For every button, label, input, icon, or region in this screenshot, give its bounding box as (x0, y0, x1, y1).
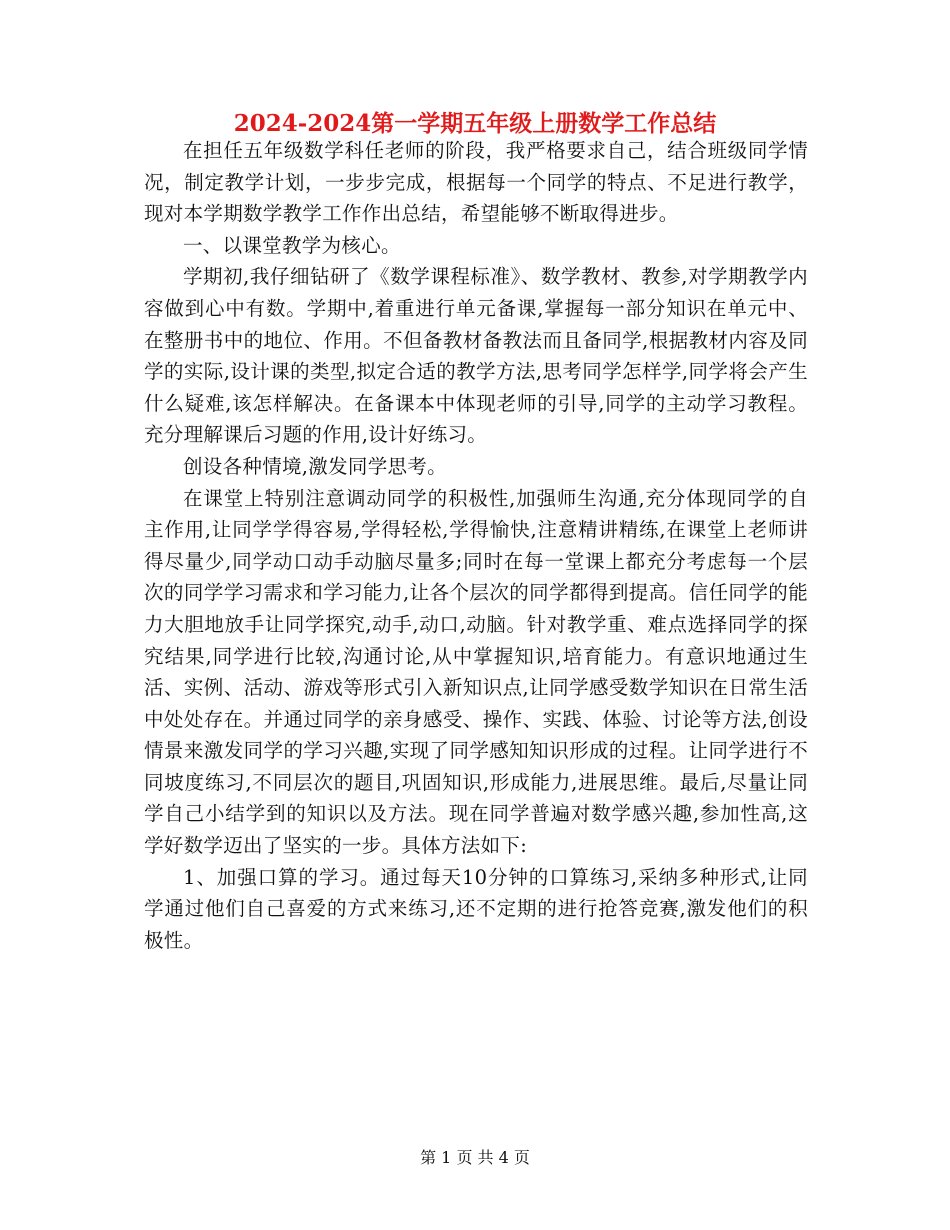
paragraph-classroom-methods: 在课堂上特别注意调动同学的积极性,加强师生沟通,充分体现同学的自主作用,让同学学得容易,学得轻松,学得愉快,注意精讲精练,在课堂上老师讲得尽量少,同学动口动手动脑尽量多;同时在每一堂课上都充分考虑每一个层次的同学学习需求和学习能力,让各个层次的同学都得到提高。信任同学的能力大胆地放手让同学探究,动手,动口,动脑。针对教学重、难点选择同学的探究结果,同学进行比较,沟通讨论,从中掌握知识,培育能力。有意识地通过生活、实例、活动、游戏等形式引入新知识点,让同学感受数学知识在日常生活中处处存在。并通过同学的亲身感受、操作、实践、体验、讨论等方法,创设情景来激发同学的学习兴趣,实现了同学感知知识形成的过程。让同学进行不同坡度练习,不同层次的题目,巩固知识,形成能力,进展思维。最后,尽量让同学自己小结学到的知识以及方法。现在同学普遍对数学感兴趣,参加性高,这学好数学迈出了坚实的一步。具体方法如下: (144, 486, 808, 858)
page-number-footer: 第 1 页 共 4 页 (420, 1148, 530, 1167)
section-heading-classroom-teaching: 一、以课堂教学为核心。 (183, 233, 401, 257)
paragraph-mental-arithmetic: 1、加强口算的学习。通过每天10分钟的口算练习,采纳多种形式,让同学通过他们自己喜爱的方式来练习,还不定期的进行抢答竞赛,激发他们的积极性。 (144, 865, 808, 952)
document-title: 2024-2024第一学期五年级上册数学工作总结 (233, 110, 717, 137)
paragraph-intro: 在担任五年级数学科任老师的阶段，我严格要求自己，结合班级同学情况，制定教学计划，一步步完成，根据每一个同学的特点、不足进行教学，现对本学期数学教学工作作出总结，希望能够不断取得进步。 (144, 139, 808, 226)
paragraph-lesson-preparation: 学期初,我仔细钻研了《数学课程标准》、数学教材、教参,对学期教学内容做到心中有数。学期中,着重进行单元备课,掌握每一部分知识在单元中、在整册书中的地位、作用。不但备教材备教法而且备同学,根据教材内容及同学的实际,设计课的类型,拟定合适的教学方法,思考同学怎样学,同学将会产生什么疑难,该怎样解决。在备课本中体现老师的引导,同学的主动学习教程。充分理解课后习题的作用,设计好练习。 (144, 265, 808, 447)
paragraph-create-situations: 创设各种情境,激发同学思考。 (183, 454, 447, 478)
document-body (144, 135, 808, 956)
